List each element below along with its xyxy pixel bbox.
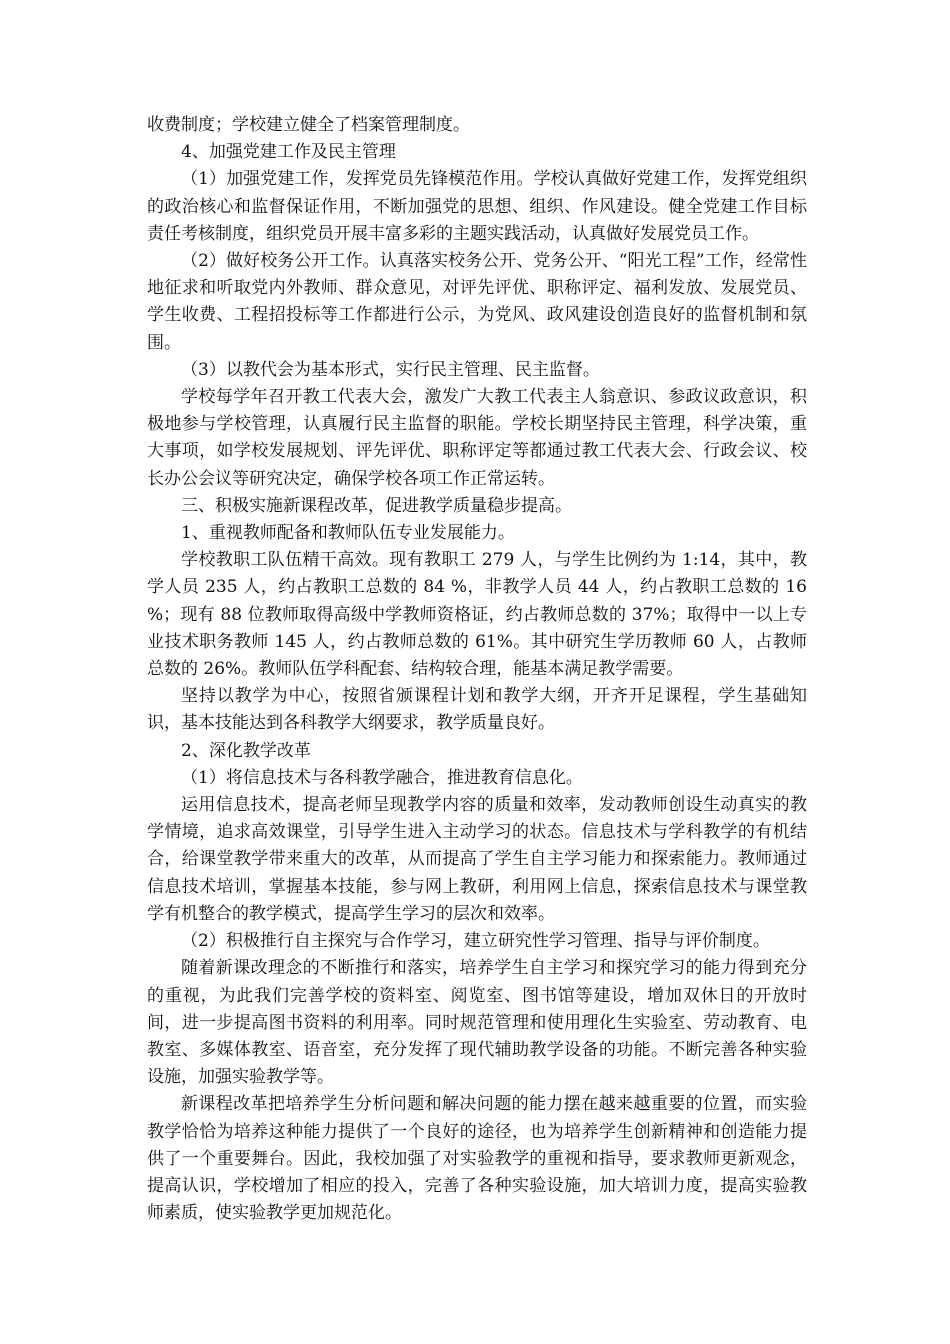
paragraph-school-affairs-openness: （2）做好校务公开工作。认真落实校务公开、党务公开、“阳光工程”工作，经常性地征求和听取党内外教师、群众意见，对评先评优、职称评定、福利发放、发展党员、学生收费、工程招投标等工作都进行公示，为党风、政风建设创造良好的监督机制和氛围。 bbox=[147, 251, 807, 353]
heading-teacher-staffing: 1、重视教师配备和教师队伍专业发展能力。 bbox=[181, 523, 515, 544]
paragraph-inquiry-learning: 随着新课改理念的不断推行和落实，培养学生自主学习和探究学习的能力得到充分的重视，为此我们完善学校的资料室、阅览室、图书馆等建设，增加双休日的开放时间，进一步提高图书资料的利用率。同时规范管理和使用理化生实验室、劳动教育、电教室、多媒体教室、语音室，充分发挥了现代辅助教学设备的功能。不断完善各种实验设施，加强实验教学等。 bbox=[147, 958, 807, 1088]
paragraph-inquiry-learning-heading: （2）积极推行自主探究与合作学习，建立研究性学习管理、指导与评价制度。 bbox=[181, 931, 770, 952]
heading-curriculum-reform: 三、积极实施新课程改革，促进教学质量稳步提高。 bbox=[181, 495, 572, 516]
heading-party-building: 4、加强党建工作及民主管理 bbox=[181, 142, 396, 163]
paragraph-experiment-teaching: 新课程改革把培养学生分析问题和解决问题的能力摆在越来越重要的位置，而实验教学恰恰为培养这种能力提供了一个良好的途径，也为培养学生创新精神和创造能力提供了一个重要舞台。因此，我校加强了对实验教学的重视和指导，要求教师更新观念，提高认识，学校增加了相应的投入，完善了各种实验设施，加大培训力度，提高实验教师素质，使实验教学更加规范化。 bbox=[147, 1094, 807, 1224]
paragraph-staff-congress: 学校每学年召开教工代表大会，激发广大教工代表主人翁意识、参政议政意识，积极地参与学校管理，认真履行民主监督的职能。学校长期坚持民主管理，科学决策，重大事项，如学校发展规划、评先评优、职称评定等都通过教工代表大会、行政会议、校长办公会议等研究决定，确保学校各项工作正常运转。 bbox=[147, 387, 807, 489]
paragraph-staff-statistics: 学校教职工队伍精干高效。现有教职工 279 人，与学生比例约为 1:14，其中，教学人员 235 人，约占教职工总数的 84 %，非教学人员 44 人，约占教职工总数的 16 %；现有 88 位教师取得高级中学教师资格证，约占教师总数的 37%；取得中一以上专业技术职务教师 145 人，约占教师总数的 61%。其中研究生学历教师 60 人，占教师总数的 26%。教师队伍学科配套、结构较合理，能基本满足教学需要。 bbox=[147, 550, 807, 680]
heading-teaching-reform: 2、深化教学改革 bbox=[181, 740, 311, 761]
paragraph-teaching-center: 坚持以教学为中心，按照省颁课程计划和教学大纲，开齐开足课程，学生基础知识，基本技能达到各科教学大纲要求，教学质量良好。 bbox=[147, 686, 807, 734]
paragraph-continuation: 收费制度；学校建立健全了档案管理制度。 bbox=[147, 115, 470, 135]
paragraph-party-building: （1）加强党建工作，发挥党员先锋模范作用。学校认真做好党建工作，发挥党组织的政治核心和监督保证作用，不断加强党的思想、组织、作风建设。健全党建工作目标责任考核制度，组织党员开展丰富多彩的主题实践活动，认真做好发展党员工作。 bbox=[147, 169, 807, 244]
paragraph-staff-congress-heading: （3）以教代会为基本形式，实行民主管理、民主监督。 bbox=[181, 359, 600, 380]
document-page bbox=[147, 112, 807, 1227]
paragraph-it-integration-heading: （1）将信息技术与各科教学融合，推进教育信息化。 bbox=[181, 767, 583, 788]
paragraph-it-integration: 运用信息技术，提高老师呈现教学内容的质量和效率，发动教师创设生动真实的教学情境，追求高效课堂，引导学生进入主动学习的状态。信息技术与学科教学的有机结合，给课堂教学带来重大的改革，从而提高了学生自主学习能力和探索能力。教师通过信息技术培训，掌握基本技能，参与网上教研，利用网上信息，探索信息技术与课堂教学有机整合的教学模式，提高学生学习的层次和效率。 bbox=[147, 795, 807, 924]
